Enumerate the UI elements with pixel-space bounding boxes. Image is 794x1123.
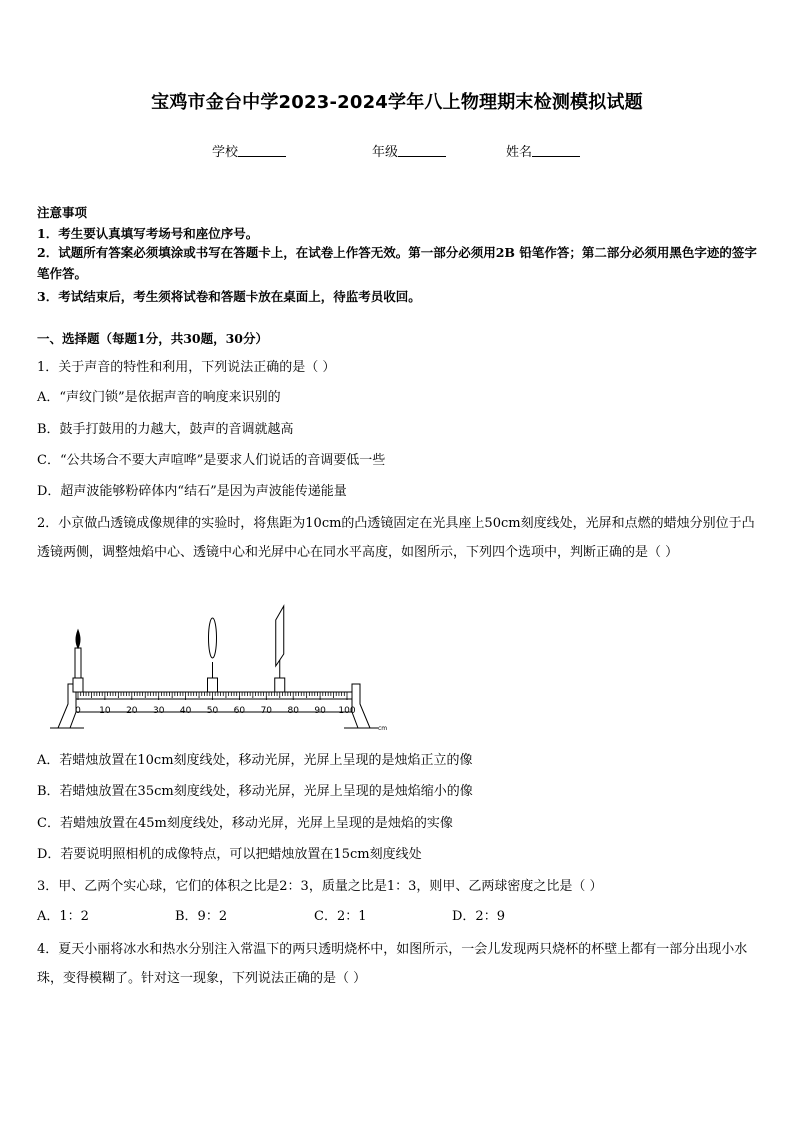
tick-label: 100	[338, 706, 356, 716]
unit-label: cm	[378, 725, 388, 732]
tick-label: 50	[206, 706, 219, 716]
q2-option-c[interactable]: C．若蜡烛放置在45m刻度线处，移动光屏，光屏上呈现的是烛焰的实像	[37, 816, 453, 831]
candle-flame	[76, 630, 80, 648]
section-heading: 一、选择题（每题1分，共30题，30分）	[37, 331, 268, 346]
q1-stem: 1．关于声音的特性和利用，下列说法正确的是（ ）	[37, 360, 336, 375]
name-field[interactable]	[506, 141, 580, 160]
q2-option-a[interactable]: A．若蜡烛放置在10cm刻度线处，移动光屏，光屏上呈现的是烛焰正立的像	[37, 753, 473, 768]
q1-option-d[interactable]: D．超声波能够粉碎体内“结石”是因为声波能传递能量	[37, 484, 347, 499]
grade-blank[interactable]	[398, 144, 446, 157]
tick-label: 60	[233, 706, 246, 716]
school-label: 学校	[212, 145, 239, 160]
convex-lens	[209, 618, 217, 658]
q2-option-d[interactable]: D．若要说明照相机的成像特点，可以把蜡烛放置在15cm刻度线处	[37, 847, 422, 862]
school-blank[interactable]	[238, 144, 286, 157]
tick-label: 10	[99, 706, 111, 716]
lens-holder	[208, 678, 218, 692]
q3-option-b[interactable]: B．9：2	[175, 909, 228, 924]
tick-label: 70	[260, 706, 273, 716]
tick-label: 80	[287, 706, 299, 716]
note-item-2: 2．试题所有答案必须填涂或书写在答题卡上，在试卷上作答无效。第一部分必须用2B 铅笔作答；第二部分必须用黑色字迹的签字笔作答。	[37, 245, 757, 281]
q4-stem: 4．夏天小丽将冰水和热水分别注入常温下的两只透明烧杯中，如图所示，一会儿发现两只烧杯的杯壁上都有一部分出现小水珠，变得模糊了。针对这一现象，下列说法正确的是（ ）	[37, 942, 748, 986]
note-item-1: 1．考生要认真填写考场号和座位序号。	[37, 226, 259, 241]
q1-option-c[interactable]: C．“公共场合不要大声喧哗”是要求人们说话的音调要低一些	[37, 453, 386, 468]
light-screen	[276, 606, 284, 666]
screen-holder	[275, 678, 285, 692]
candle-body	[75, 648, 81, 678]
tick-label: 30	[152, 706, 165, 716]
q3-option-c[interactable]: C．2：1	[314, 909, 367, 924]
name-blank[interactable]	[532, 144, 580, 157]
exam-title: 宝鸡市金台中学2023-2024学年八上物理期末检测模拟试题	[151, 92, 643, 113]
q3-stem: 3．甲、乙两个实心球，它们的体积之比是2：3，质量之比是1：3，则甲、乙两球密度之比是（ ）	[37, 879, 603, 894]
tick-label: 40	[179, 706, 192, 716]
school-field[interactable]	[212, 141, 286, 160]
q3-option-a[interactable]: A．1：2	[37, 909, 89, 924]
note-item-3: 3．考试结束后，考生须将试卷和答题卡放在桌面上，待监考员收回。	[37, 289, 421, 304]
q1-option-a[interactable]: A．“声纹门锁”是依据声音的响度来识别的	[37, 390, 281, 405]
q2-stem: 2．小京做凸透镜成像规律的实验时，将焦距为10cm的凸透镜固定在光具座上50cm刻度线处，光屏和点燃的蜡烛分别位于凸透镜两侧，调整烛焰中心、透镜中心和光屏中心在同水平高度，如图所示，下列四个选项中，判断正确的是（ ）	[37, 516, 755, 560]
optical-bench-figure	[44, 600, 390, 736]
grade-label: 年级	[372, 145, 399, 160]
tick-label: 20	[126, 706, 138, 716]
tick-label: 0	[75, 706, 81, 716]
q2-option-b[interactable]: B．若蜡烛放置在35cm刻度线处，移动光屏，光屏上呈现的是烛焰缩小的像	[37, 784, 473, 799]
grade-field[interactable]	[372, 141, 446, 160]
notes-heading: 注意事项	[37, 205, 88, 220]
q3-option-d[interactable]: D．2：9	[452, 909, 505, 924]
q1-option-b[interactable]: B．鼓手打鼓用的力越大，鼓声的音调就越高	[37, 422, 294, 437]
name-label: 姓名	[506, 145, 533, 160]
tick-label: 90	[314, 706, 326, 716]
candle-holder	[73, 678, 83, 692]
